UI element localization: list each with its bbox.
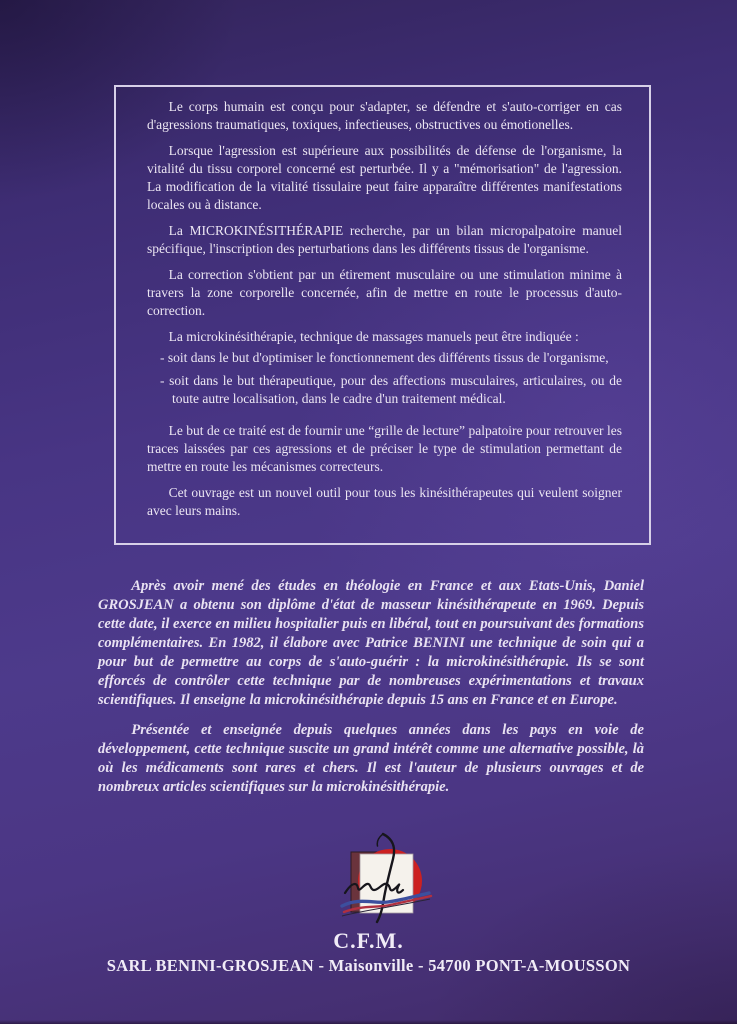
summary-paragraph: Le but de ce traité est de fournir une “grille de lecture” palpatoire pour retrouver les traces laissées par ces agressions et de préciser le type de stimulation permettant de mettre en route les mécanismes correcteurs. [147,423,622,474]
bio-paragraph: Après avoir mené des études en théologie en France et aux Etats-Unis, Daniel GROSJEAN a obtenu son diplôme d'état de masseur kinésithérapeute en 1969. Depuis cette date, il exerce en milieu hospitalier puis en libéral, tout en poursuivant des formations complémentaires. En 1982, il élabore avec Patrice BENINI une technique de soin qui a pour but de permettre au corps de s'auto-guérir : la microkinésithérapie. Ils se sont efforcés de contrôler cette technique par de nombreuses expérimentations et travaux scientifiques. Il enseigne la microkinésithérapie depuis 15 ans en France et en Europe. [98,578,644,708]
summary-paragraph: La correction s'obtient par un étirement musculaire ou une stimulation minime à travers la zone corporelle concernée, afin de mettre en route le processus d'auto-correction. [147,267,622,318]
summary-paragraph: Cet ouvrage est un nouvel outil pour tous les kinésithérapeutes qui veulent soigner avec leurs mains. [147,485,622,518]
summary-box [114,85,651,545]
summary-paragraph: Lorsque l'agression est supérieure aux possibilités de défense de l'organisme, la vitalité du tissu corporel concerné est perturbée. Il y a "mémorisation" de l'agression. La modification de la vitalité tissulaire peut faire apparaître différentes manifestations locales ou à distance. [147,143,622,212]
publisher-logo [340,832,435,924]
summary-paragraph: Le corps humain est conçu pour s'adapter, se défendre et s'auto-corriger en cas d'agressions traumatiques, toxiques, infectieuses, obstructives ou émotionelles. [147,99,622,132]
indication-item: - soit dans le but d'optimiser le fonctionnement des différents tissus de l'organisme, [160,350,609,365]
author-biography [98,577,644,808]
publisher-name: C.F.M. [333,928,404,953]
bio-paragraph: Présentée et enseignée depuis quelques années dans les pays en voie de développement, cette technique suscite un grand intérêt comme une alternative possible, là où les médicaments sont rares et chers. Il est l'auteur de plusieurs ouvrages et de nombreux articles scientifiques sur la microkinésithérapie. [98,722,644,795]
logo-swoosh-hook [377,834,383,846]
summary-paragraph: La MICROKINÉSITHÉRAPIE recherche, par un bilan micropalpatoire manuel spécifique, l'inscription des perturbations dans les différents tissus de l'organisme. [147,223,622,256]
publisher-address: SARL BENINI-GROSJEAN - Maisonville - 54700 PONT-A-MOUSSON [106,956,631,975]
indications-intro: La microkinésithérapie, technique de massages manuels peut être indiquée : [168,329,579,344]
indication-item: - soit dans le but thérapeutique, pour des affections musculaires, articulaires, ou de toute autre localisation, dans le cadre d'un traitement médical. [160,373,622,406]
cfm-logo-graphic [340,832,435,924]
